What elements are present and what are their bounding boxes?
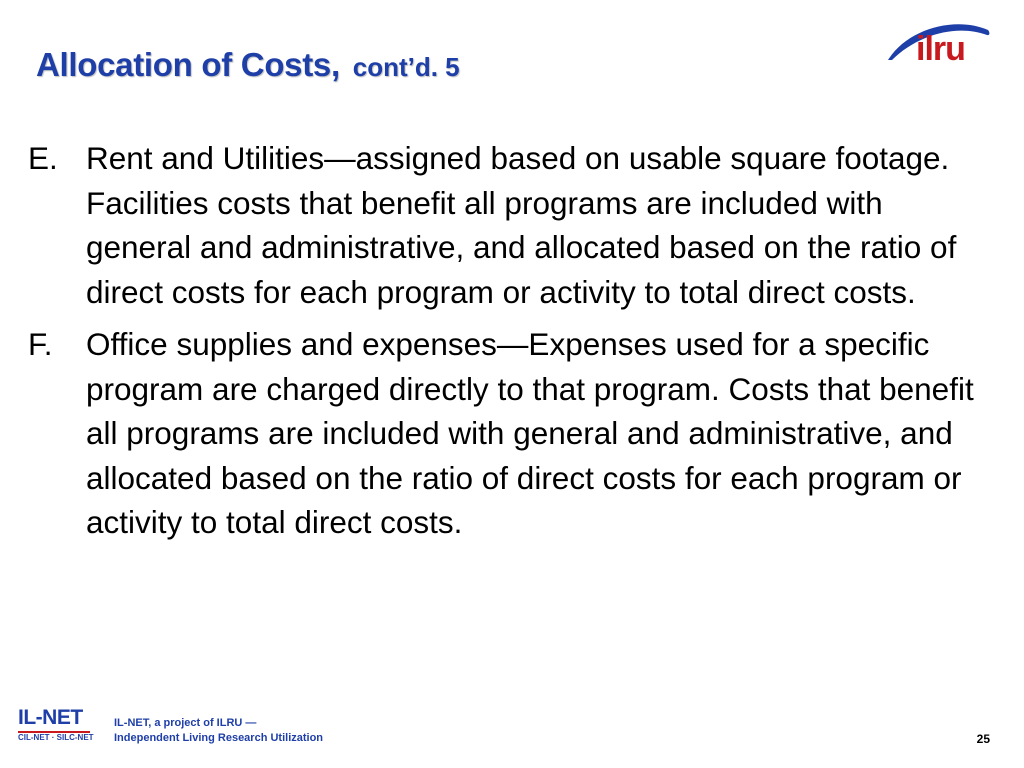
ilru-logo-text: ilru [916,30,965,68]
slide-title-main: Allocation of Costs, [36,46,340,83]
page-number: 25 [976,732,990,746]
ilru-logo [884,14,996,76]
list-item [28,136,988,314]
slide-title [36,46,460,84]
il-net-logo-text: IL-NET [18,706,83,729]
list-item [28,322,988,545]
list-item-label: E. [28,140,58,176]
slide-body [28,136,988,553]
il-net-logo [18,706,98,750]
slide-title-sub: cont’d. 5 [352,52,460,82]
list-item-text: Office supplies and expenses—Expenses used for a specific program are charged directly to that program. Costs that benefit all programs are included with general and administrative, and allocated based on the ratio of direct costs for each program or activity to total direct costs. [86,326,974,540]
list-item-text: Rent and Utilities—assigned based on usable square footage. Facilities costs that benefit all programs are included with general and administrative, and allocated based on the ratio of direct costs for each program or activity to total direct costs. [86,140,957,310]
footer-line-1: IL-NET, a project of ILRU — [114,717,257,729]
list-item-label: F. [28,326,53,362]
il-net-logo-subtext: CIL-NET · SILC-NET [18,733,94,742]
footer-line-2: Independent Living Research Utilization [114,732,324,744]
footer-credit [114,716,323,746]
il-net-logo-bar [18,731,90,733]
